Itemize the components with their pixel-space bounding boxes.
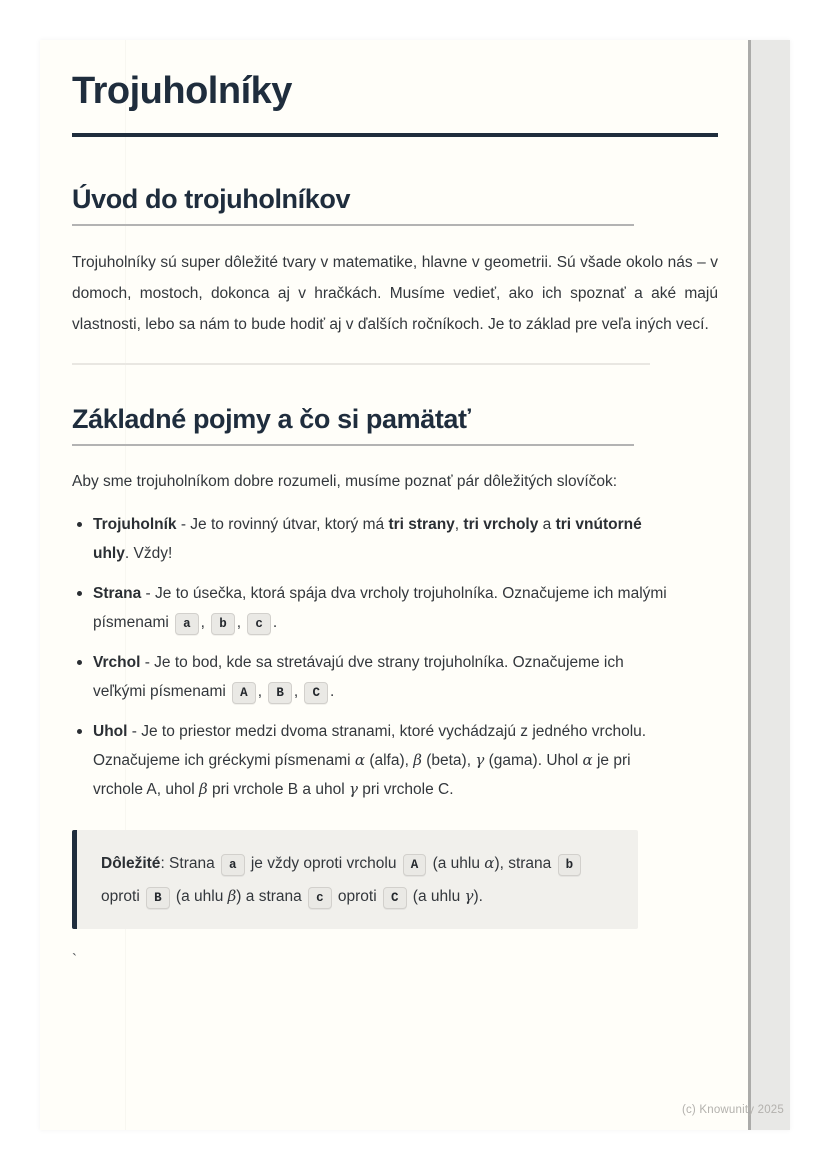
- document-content: [72, 70, 718, 968]
- page-edge-strip: [748, 40, 790, 1130]
- heading-rule: [72, 224, 634, 226]
- inline-code-chip: a: [221, 854, 245, 876]
- callout-text: Dôležité: Strana a je vždy oproti vrcholu A (a uhlu α), strana b oproti B (a uhlu β) a strana c oproti C (a uhlu γ).: [101, 847, 616, 913]
- intro-paragraph: Trojuholníky sú super dôležité tvary v matematike, hlavne v geometrii. Sú všade okolo nás – v domoch, mostoch, dokonca aj v hračkách. Musíme vedieť, ako ich spoznať a aké majú vlastnosti, lebo sa nám to bude hodiť aj v ďalších ročníkoch. Je to základ pre veľa iných vecí.: [72, 254, 718, 334]
- page-title: Trojuholníky: [72, 70, 292, 112]
- document-page: [40, 40, 790, 1130]
- list-item-trojuholnik: [72, 510, 672, 568]
- list-item-text: Trojuholník - Je to rovinný útvar, ktorý má tri strany, tri vrcholy a tri vnútorné uhly. Vždy!: [93, 516, 642, 563]
- section-divider: [72, 363, 650, 365]
- list-item-text: Uhol - Je to priestor medzi dvoma stranami, ktoré vychádzajú z jedného vrcholu. Označujeme ich gréckymi písmenami α (alfa), β (beta), γ (gama). Uhol α je pri vrchole A, uhol β pri vrchole B a uhol γ pri vrchole C.: [93, 723, 647, 799]
- inline-code-chip: B: [268, 682, 292, 704]
- inline-code-chip: A: [403, 854, 427, 876]
- inline-code-chip: b: [211, 613, 235, 635]
- inline-code-chip: a: [175, 613, 199, 635]
- list-item-strana: [72, 579, 672, 637]
- title-rule: [72, 133, 718, 137]
- footer-copyright: (c) Knowunity 2025: [681, 1104, 784, 1116]
- inline-code-chip: B: [146, 887, 170, 909]
- inline-code-chip: C: [304, 682, 328, 704]
- inline-code-chip: C: [383, 887, 407, 909]
- list-item-uhol: [72, 717, 672, 804]
- list-intro: Aby sme trojuholníkom dobre rozumeli, musíme poznať pár dôležitých slovíčok:: [72, 473, 618, 491]
- heading-rule: [72, 444, 634, 446]
- inline-code-chip: A: [232, 682, 256, 704]
- inline-code-chip: c: [308, 887, 332, 909]
- list-item-text: Vrchol - Je to bod, kde sa stretávajú dve strany trojuholníka. Označujeme ich veľkými písmenami A , B , C .: [93, 654, 624, 700]
- list-item-vrchol: [72, 648, 672, 706]
- list-item-text: Strana - Je to úsečka, ktorá spája dva vrcholy trojuholníka. Označujeme ich malými písmenami a , b , c .: [93, 585, 667, 631]
- section-heading-uvod: Úvod do trojuholníkov: [72, 183, 351, 214]
- important-callout: [72, 830, 638, 929]
- term-list: [72, 510, 672, 804]
- inline-code-chip: b: [558, 854, 582, 876]
- section-heading-pojmy: Základné pojmy a čo si pamätať: [72, 404, 471, 435]
- stray-backtick: `: [72, 951, 77, 969]
- inline-code-chip: c: [247, 613, 271, 635]
